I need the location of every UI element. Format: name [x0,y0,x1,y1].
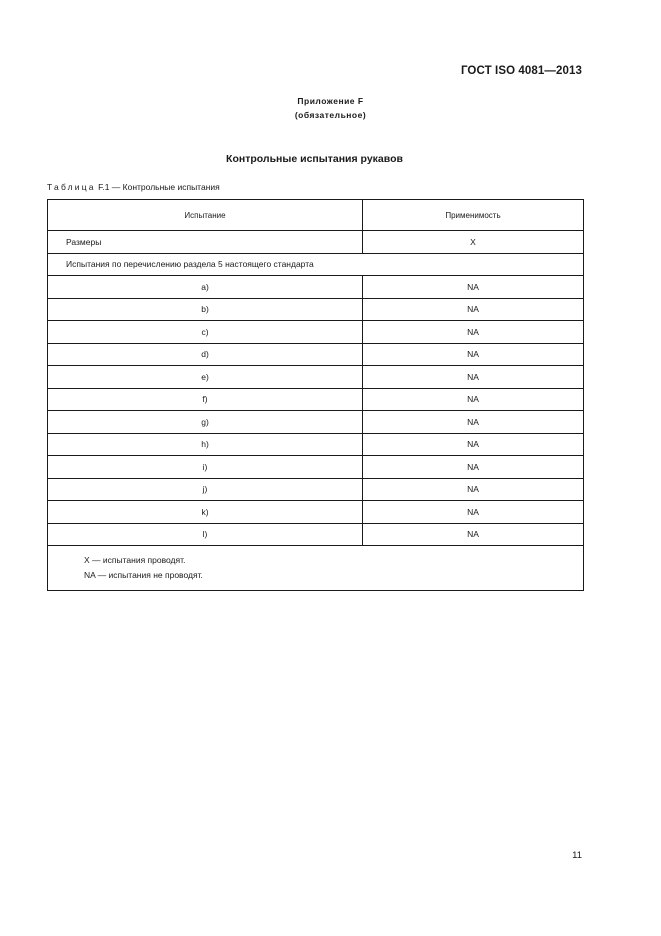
table-row [48,433,584,456]
cell-test: f) [48,388,363,411]
tests-table [47,199,584,591]
header-test: Испытание [48,200,363,231]
cell-test: k) [48,501,363,524]
document-code: ГОСТ ISO 4081—2013 [460,65,582,77]
table-row [48,478,584,501]
cell-test: j) [48,478,363,501]
table-caption-text: F.1 — Контрольные испытания [95,182,220,192]
cell-test: l) [48,523,363,546]
appendix-heading [0,94,661,122]
section-title: Контрольные испытания рукавов [226,153,403,165]
cell-applicability: NA [363,456,584,479]
table-row [48,388,584,411]
table-caption [47,182,220,192]
table-row [48,411,584,434]
table-row [48,501,584,524]
cell-test: i) [48,456,363,479]
header-applicability: Применимость [363,200,584,231]
table-row [48,298,584,321]
table-row-dimensions [48,231,584,254]
cell-applicability: NA [363,343,584,366]
cell-applicability: NA [363,276,584,299]
table-group-row [48,253,584,276]
cell-applicability: NA [363,321,584,344]
cell-test: b) [48,298,363,321]
cell-applicability: NA [363,523,584,546]
cell-applicability: NA [363,433,584,456]
table-row [48,276,584,299]
cell-applicability: NA [363,388,584,411]
table-row [48,321,584,344]
table-row [48,366,584,389]
table-header-row [48,200,584,231]
cell-test: g) [48,411,363,434]
appendix-status: (обязательное) [294,110,367,120]
page-number: 11 [572,850,582,861]
cell-test: e) [48,366,363,389]
table-notes [48,546,584,591]
cell-group: Испытания по перечислению раздела 5 настоящего стандарта [48,253,584,276]
cell-applicability: NA [363,501,584,524]
cell-test: h) [48,433,363,456]
table-row [48,523,584,546]
table-row [48,456,584,479]
note-na: NA — испытания не проводят. [84,570,203,580]
cell-test: Размеры [48,231,363,254]
appendix-title: Приложение F [297,96,364,106]
table-row [48,343,584,366]
note-x: X — испытания проводят. [84,555,186,565]
cell-test: a) [48,276,363,299]
cell-applicability: NA [363,478,584,501]
table-caption-prefix: Таблица [47,182,96,192]
table-notes-row [48,546,584,591]
cell-test: c) [48,321,363,344]
cell-applicability: NA [363,411,584,434]
cell-applicability: X [363,231,584,254]
cell-applicability: NA [363,366,584,389]
cell-test: d) [48,343,363,366]
cell-applicability: NA [363,298,584,321]
